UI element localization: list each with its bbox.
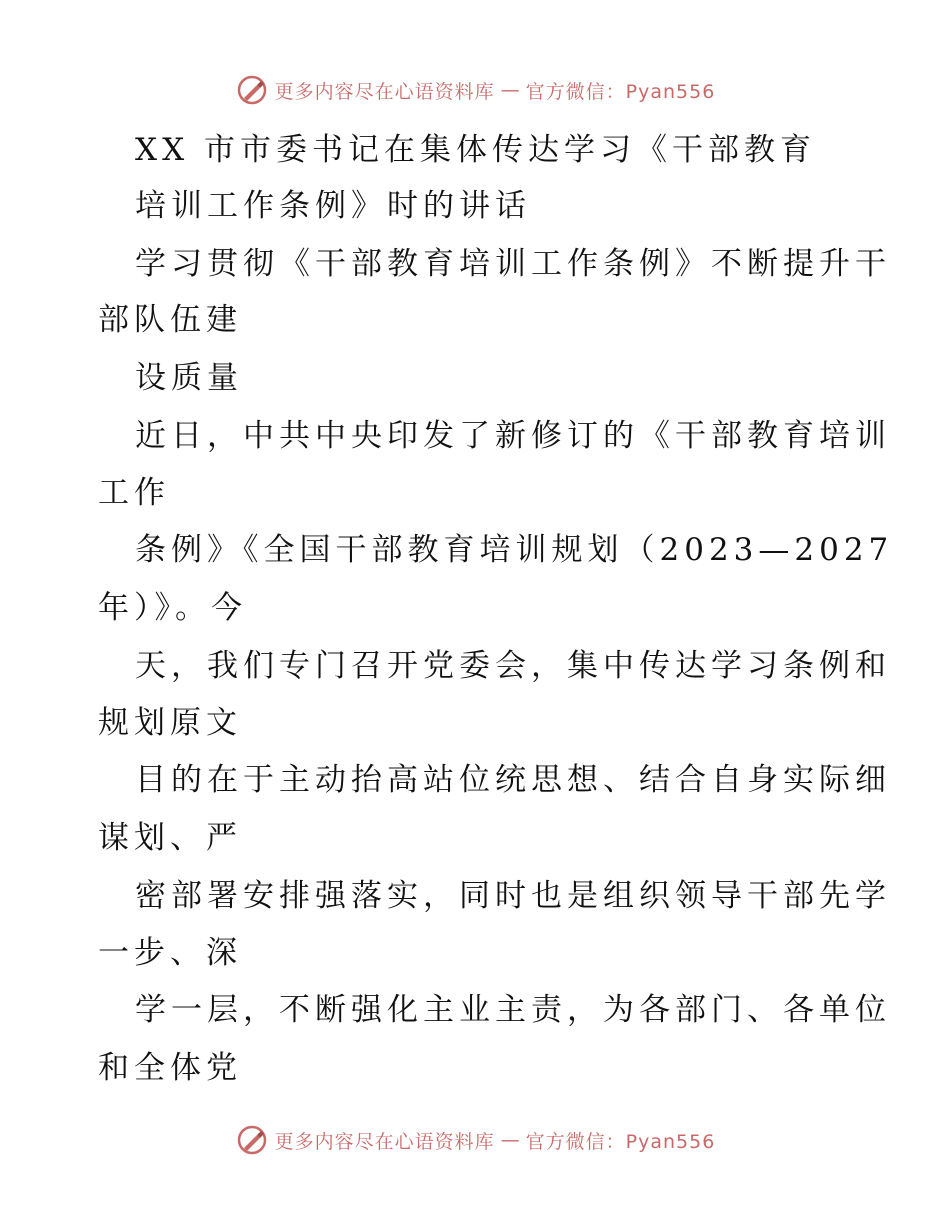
footer-watermark	[0, 1120, 950, 1160]
document-line: 规划原文	[98, 705, 242, 741]
document-line: 近日，中共中央印发了新修订的《干部教育培训	[135, 418, 891, 454]
watermark-brand: 更多内容尽在心语资料库	[274, 1130, 495, 1153]
pen-nib-logo-icon	[235, 73, 269, 107]
document-line: 设质量	[135, 360, 243, 396]
document-line: 目的在于主动抬高站位统思想、结合自身实际细	[135, 762, 891, 798]
document-line: 谋划、严	[98, 820, 242, 856]
watermark-separator: —	[500, 1129, 520, 1151]
watermark-brand: 更多内容尽在心语资料库	[274, 80, 495, 103]
document-line: 工作	[98, 475, 170, 511]
document-line: 一步、深	[98, 935, 242, 971]
document-line: 学一层，不断强化主业主责，为各部门、各单位	[135, 992, 891, 1028]
document-line: 条例》《全国干部教育培训规划（2023—2027	[135, 532, 894, 568]
pen-nib-logo-icon	[235, 1123, 269, 1157]
document-title-line-1: XX 市市委书记在集体传达学习《干部教育	[135, 132, 816, 168]
document-line: 密部署安排强落实，同时也是组织领导干部先学	[135, 878, 891, 914]
document-line: 学习贯彻《干部教育培训工作条例》不断提升干	[135, 246, 891, 282]
document-line: 天，我们专门召开党委会，集中传达学习条例和	[135, 648, 891, 684]
document-line: 和全体党	[98, 1050, 242, 1086]
document-title-line-2: 培训工作条例》时的讲话	[135, 188, 531, 224]
watermark-contact: 官方微信：Pyan556	[525, 1130, 716, 1153]
watermark-separator: —	[500, 79, 520, 101]
header-watermark	[0, 70, 950, 110]
document-line: 年）》。今	[98, 590, 247, 626]
watermark-contact: 官方微信：Pyan556	[525, 80, 716, 103]
document-line: 部队伍建	[98, 302, 242, 338]
